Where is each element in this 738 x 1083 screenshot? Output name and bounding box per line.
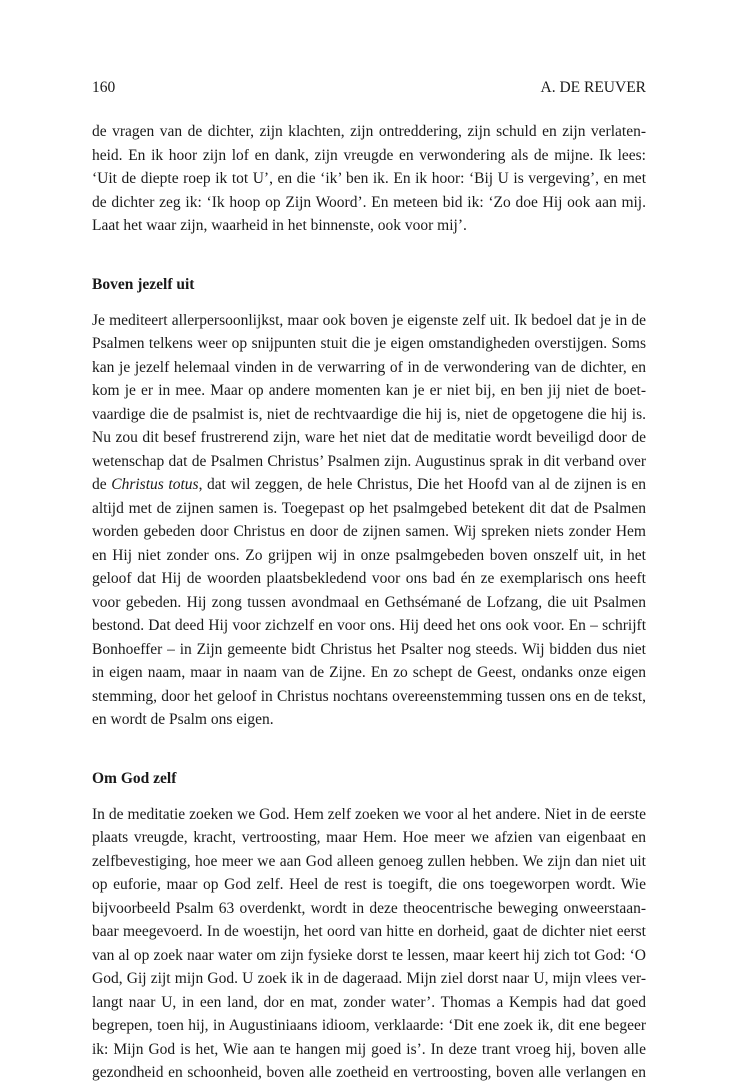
text-line: ik: Mijn God is het, Wie aan te hangen mij goed is’. In deze trant vroeg hij, boven alle: [92, 1041, 646, 1058]
text-line: heid. En ik hoor zijn lof en dank, zijn vreugde en verwondering als de mijne. Ik lees:: [92, 147, 646, 164]
text-line: en Hij niet zonder ons. Zo grijpen wij in onze psalmgebeden boven onszelf uit, in het: [92, 547, 646, 564]
text-line: van al op zoek naar water om zijn fysieke dorst te lessen, maar keert hij zich tot God: ‘O: [92, 947, 646, 964]
running-head: A. DE REUVER: [540, 79, 646, 96]
text-line: baar meegevoerd. In de woestijn, het oord van hitte en dorheid, gaat de dichter niet eerst: [92, 923, 646, 940]
page-header: [92, 78, 646, 98]
text-line: voor gebeden. Hij zong tussen avondmaal en Gethsémané de Lofzang, die uit Psalmen: [92, 594, 646, 611]
text-line: Bonhoeffer – in Zijn gemeente bidt Christus het Psalter nog steeds. Wij bidden dus niet: [92, 641, 646, 658]
text-line: wetenschap dat de Psalmen Christus’ Psalmen zijn. Augustinus sprak in dit verband over: [92, 453, 646, 470]
text-line: de vragen van de dichter, zijn klachten, zijn ontreddering, zijn schuld en zijn verlaten-: [92, 123, 646, 140]
text-line: bestond. Dat deed Hij voor zichzelf en voor ons. Hij deed het ons ook voor. En – schrijft: [92, 617, 646, 634]
text-line: stemming, door het geloof in Christus nochtans overeenstemming tussen ons en de tekst,: [92, 688, 646, 705]
text-line: [92, 475, 646, 495]
text-line: vaardige die de psalmist is, niet de rechtvaardige die hij is, niet de opgetogene die hij is.: [92, 406, 646, 423]
italic-term: Christus totus: [111, 476, 199, 493]
text-line: Je mediteert allerpersoonlijkst, maar ook boven je eigenste zelf uit. Ik bedoel dat je in de: [92, 312, 646, 329]
text-line: kan je jezelf helemaal vinden in de verwarring of in de verwondering van de dichter, en: [92, 359, 646, 376]
text-line: op euforie, maar op God zelf. Heel de rest is toegift, die ons toegeworpen wordt. Wie: [92, 876, 646, 893]
page-number: 160: [92, 79, 116, 96]
text-line: God, Gij zijt mijn God. U zoek ik in de dageraad. Mijn ziel dorst naar U, mijn vlees ver-: [92, 970, 646, 987]
text-line: In de meditatie zoeken we God. Hem zelf zoeken we voor al het andere. Niet in de eerste: [92, 806, 646, 823]
text-line: bijvoorbeeld Psalm 63 overdenkt, wordt in deze theocentrische beweging onweerstaan-: [92, 900, 646, 917]
text-line: altijd met de zijnen samen is. Toegepast op het psalmgebed betekent dit dat de Psalmen: [92, 500, 646, 517]
section-heading: Om God zelf: [92, 770, 177, 787]
text-line: Laat het waar zijn, waarheid in het binnenste, ook voor mij’.: [92, 217, 467, 234]
text-span: , dat wil zeggen, de hele Christus, Die het Hoofd van al de zijnen is en: [198, 476, 646, 493]
text-line: geloof dat Hij de woorden plaatsbekledend voor ons bad én ze exemplarisch ons heeft: [92, 570, 646, 587]
text-line: langt naar U, in een land, dor en mat, zonder water’. Thomas a Kempis had dat goed: [92, 994, 646, 1011]
text-line: plaats vreugde, kracht, vertroosting, maar Hem. Hoe meer we afzien van eigenbaat en: [92, 829, 646, 846]
text-line: in eigen naam, maar in naam van de Zijne. En zo schept de Geest, ondanks onze eigen: [92, 664, 646, 681]
text-line: en wordt de Psalm ons eigen.: [92, 711, 274, 728]
text-line: kom je er in mee. Maar op andere momenten kan je er niet bij, en ben jij niet de boet-: [92, 382, 646, 399]
text-line: zelfbevestiging, hoe meer we aan God alleen genoeg zullen hebben. We zijn dan niet uit: [92, 853, 646, 870]
text-line: Nu zou dit besef frustrerend zijn, ware het niet dat de meditatie wordt beveiligd door de: [92, 429, 646, 446]
text-line: de dichter zeg ik: ‘Ik hoop op Zijn Woord’. En meteen bid ik: ‘Zo doe Hij ook aan mij.: [92, 194, 646, 211]
text-line: ‘Uit de diepte roep ik tot U’, en die ‘ik’ ben ik. En ik hoor: ‘Bij U is vergeving’, en met: [92, 170, 646, 187]
text-line: gezondheid en schoonheid, boven alle zoetheid en vertroosting, boven alle verlangen en: [92, 1064, 646, 1081]
text-line: begrepen, toen hij, in Augustiniaans idioom, verklaarde: ‘Dit ene zoek ik, dit ene begeer: [92, 1017, 646, 1034]
text-line: Psalmen telkens weer op snijpunten stuit die je eigen omstandigheden overstijgen. Soms: [92, 335, 646, 352]
text-line: worden gebeden door Christus en door de zijnen samen. Wij spreken niets zonder Hem: [92, 523, 646, 540]
section-heading: Boven jezelf uit: [92, 276, 195, 293]
text-span: de: [92, 476, 112, 493]
